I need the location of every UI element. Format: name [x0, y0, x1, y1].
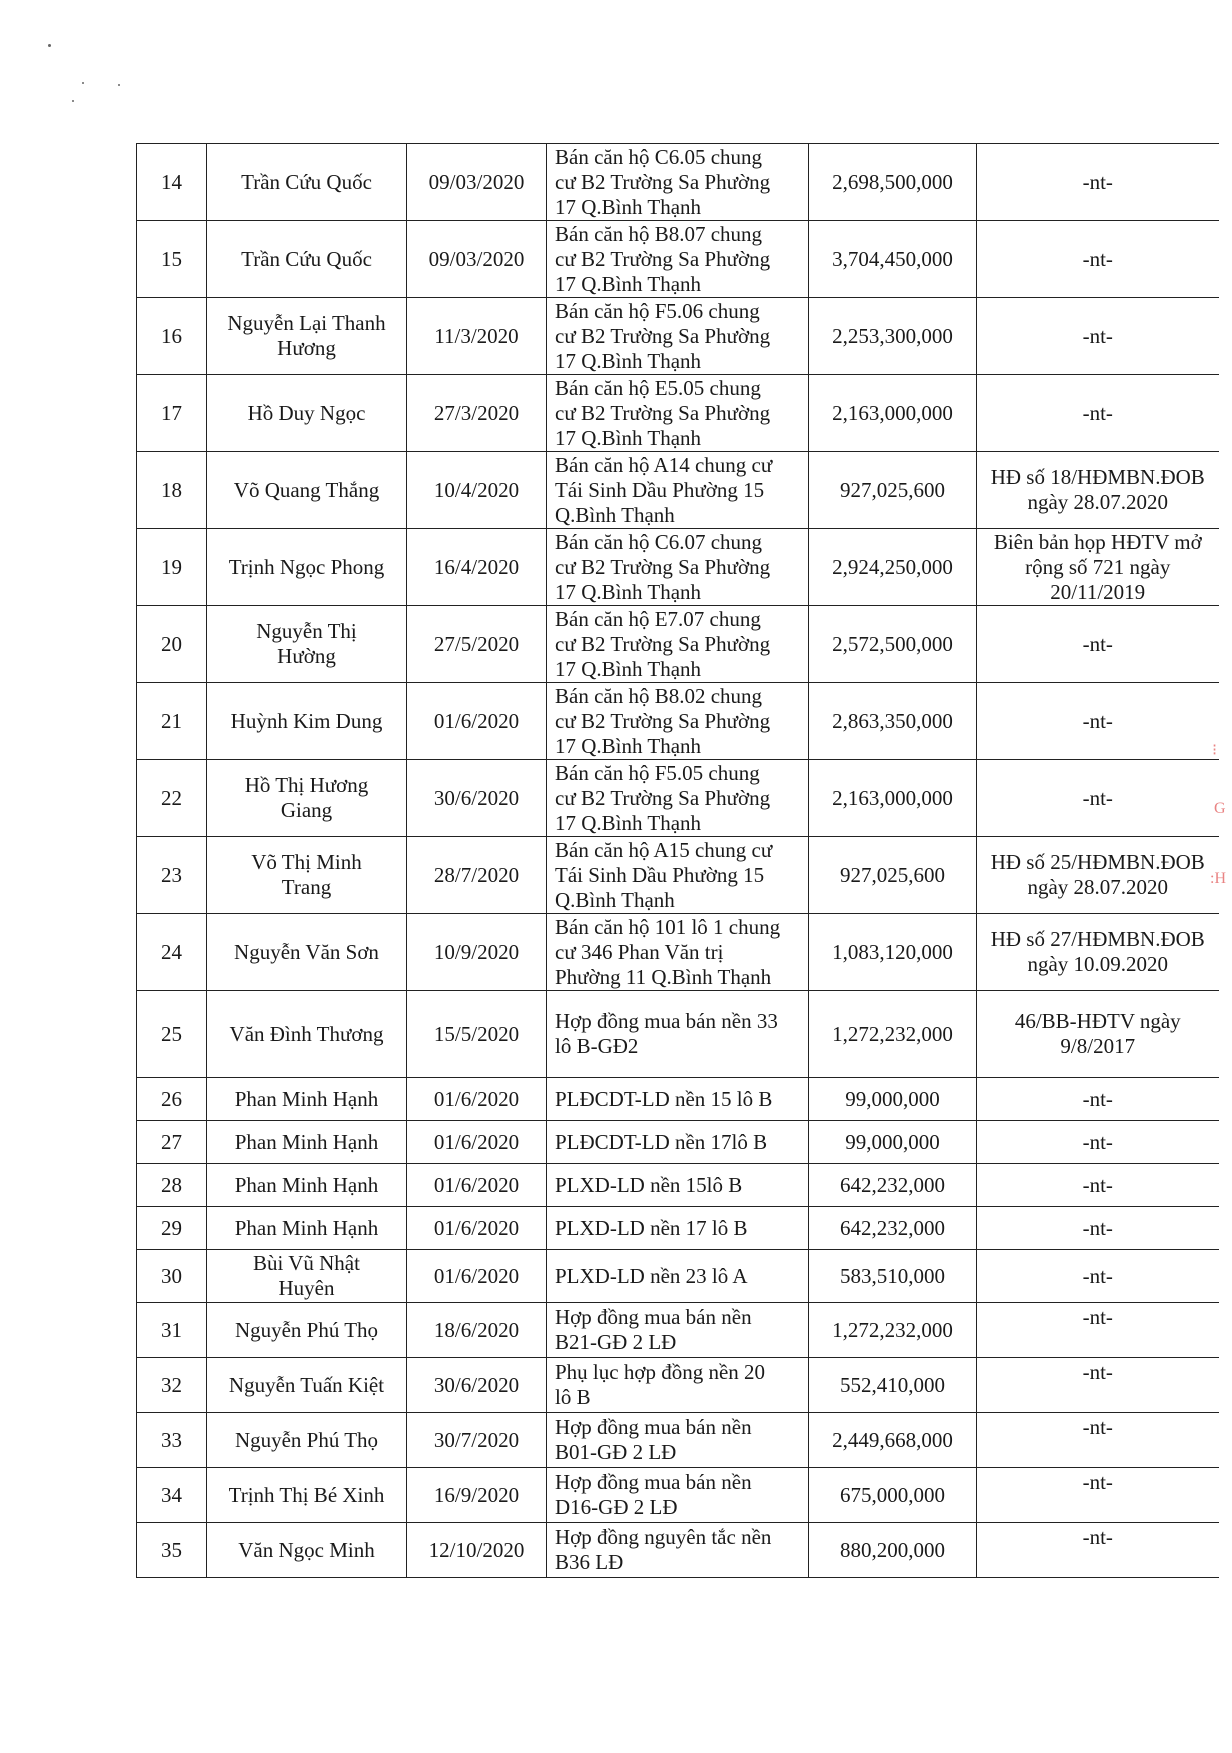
row-number: 18 [137, 452, 207, 529]
transaction-date: 09/03/2020 [407, 144, 547, 221]
transaction-description: Bán căn hộ A14 chung cư Tái Sinh Dầu Phường 15 Q.Bình Thạnh [547, 452, 809, 529]
transaction-date: 16/4/2020 [407, 529, 547, 606]
reference-note: HĐ số 18/HĐMBN.ĐOB ngày 28.07.2020 [977, 452, 1219, 529]
transaction-description: Hợp đồng mua bán nền D16-GĐ 2 LĐ [547, 1468, 809, 1523]
reference-note: -nt- [977, 1250, 1219, 1303]
reference-note: -nt- [977, 1207, 1219, 1250]
row-number: 17 [137, 375, 207, 452]
transaction-date: 12/10/2020 [407, 1523, 547, 1578]
customer-name: Trần Cứu Quốc [207, 144, 407, 221]
table-row [137, 683, 1219, 760]
table-row [137, 529, 1219, 606]
transaction-description: PLXD-LD nền 15lô B [547, 1164, 809, 1207]
customer-name: Nguyễn Phú Thọ [207, 1303, 407, 1358]
customer-name: Hồ Thị Hương Giang [207, 760, 407, 837]
transaction-date: 18/6/2020 [407, 1303, 547, 1358]
reference-note: -nt- [977, 1468, 1219, 1523]
row-number: 33 [137, 1413, 207, 1468]
scan-speck [82, 82, 84, 84]
reference-note: Biên bản họp HĐTV mở rộng số 721 ngày 20/11/2019 [977, 529, 1219, 606]
transaction-amount: 1,272,232,000 [809, 991, 977, 1078]
row-number: 14 [137, 144, 207, 221]
row-number: 16 [137, 298, 207, 375]
reference-note: -nt- [977, 606, 1219, 683]
transaction-date: 11/3/2020 [407, 298, 547, 375]
transaction-description: Bán căn hộ E7.07 chung cư B2 Trường Sa Phường 17 Q.Bình Thạnh [547, 606, 809, 683]
transaction-description: PLĐCDT-LD nền 17lô B [547, 1121, 809, 1164]
customer-name: Hồ Duy Ngọc [207, 375, 407, 452]
table-row [137, 1250, 1219, 1303]
transaction-description: Hợp đồng mua bán nền B21-GĐ 2 LĐ [547, 1303, 809, 1358]
transaction-date: 28/7/2020 [407, 837, 547, 914]
transaction-amount: 2,449,668,000 [809, 1413, 977, 1468]
reference-note: -nt- [977, 1164, 1219, 1207]
customer-name: Trịnh Ngọc Phong [207, 529, 407, 606]
table-row [137, 914, 1219, 991]
row-number: 21 [137, 683, 207, 760]
table-row [137, 1078, 1219, 1121]
customer-name: Võ Quang Thắng [207, 452, 407, 529]
transaction-description: Bán căn hộ 101 lô 1 chung cư 346 Phan Văn trị Phường 11 Q.Bình Thạnh [547, 914, 809, 991]
red-stamp-mark: :H [1210, 870, 1226, 887]
customer-name: Trần Cứu Quốc [207, 221, 407, 298]
table-row [137, 1523, 1219, 1578]
red-stamp-mark: ⁝ [1212, 742, 1218, 759]
table-row [137, 1207, 1219, 1250]
reference-note: -nt- [977, 760, 1219, 837]
transaction-amount: 2,163,000,000 [809, 760, 977, 837]
row-number: 22 [137, 760, 207, 837]
customer-name: Nguyễn Thị Hường [207, 606, 407, 683]
transaction-amount: 927,025,600 [809, 837, 977, 914]
reference-note: -nt- [977, 1413, 1219, 1468]
transaction-amount: 2,924,250,000 [809, 529, 977, 606]
transaction-date: 10/4/2020 [407, 452, 547, 529]
row-number: 20 [137, 606, 207, 683]
transaction-description: Hợp đồng mua bán nền B01-GĐ 2 LĐ [547, 1413, 809, 1468]
transaction-amount: 2,698,500,000 [809, 144, 977, 221]
transaction-date: 01/6/2020 [407, 1121, 547, 1164]
transaction-description: Bán căn hộ A15 chung cư Tái Sinh Dầu Phường 15 Q.Bình Thạnh [547, 837, 809, 914]
row-number: 29 [137, 1207, 207, 1250]
transactions-table [136, 143, 1219, 1578]
transaction-date: 01/6/2020 [407, 683, 547, 760]
reference-note: -nt- [977, 1523, 1219, 1578]
transaction-date: 01/6/2020 [407, 1250, 547, 1303]
customer-name: Phan Minh Hạnh [207, 1207, 407, 1250]
reference-note: 46/BB-HĐTV ngày 9/8/2017 [977, 991, 1219, 1078]
transaction-amount: 2,163,000,000 [809, 375, 977, 452]
table-row [137, 221, 1219, 298]
reference-note: HĐ số 27/HĐMBN.ĐOB ngày 10.09.2020 [977, 914, 1219, 991]
transaction-amount: 99,000,000 [809, 1121, 977, 1164]
scan-speck [118, 84, 120, 86]
customer-name: Võ Thị Minh Trang [207, 837, 407, 914]
transaction-date: 01/6/2020 [407, 1164, 547, 1207]
row-number: 23 [137, 837, 207, 914]
transaction-amount: 927,025,600 [809, 452, 977, 529]
customer-name: Bùi Vũ Nhật Huyên [207, 1250, 407, 1303]
transaction-description: PLXD-LD nền 17 lô B [547, 1207, 809, 1250]
transaction-date: 15/5/2020 [407, 991, 547, 1078]
transaction-description: Phụ lục hợp đồng nền 20 lô B [547, 1358, 809, 1413]
transaction-amount: 583,510,000 [809, 1250, 977, 1303]
transaction-date: 30/7/2020 [407, 1413, 547, 1468]
row-number: 19 [137, 529, 207, 606]
transaction-amount: 675,000,000 [809, 1468, 977, 1523]
customer-name: Nguyễn Văn Sơn [207, 914, 407, 991]
transaction-amount: 552,410,000 [809, 1358, 977, 1413]
row-number: 32 [137, 1358, 207, 1413]
row-number: 26 [137, 1078, 207, 1121]
transaction-date: 10/9/2020 [407, 914, 547, 991]
reference-note: -nt- [977, 1078, 1219, 1121]
transaction-amount: 1,272,232,000 [809, 1303, 977, 1358]
customer-name: Huỳnh Kim Dung [207, 683, 407, 760]
table-row [137, 1303, 1219, 1358]
transaction-date: 30/6/2020 [407, 760, 547, 837]
transaction-description: Hợp đồng mua bán nền 33 lô B-GĐ2 [547, 991, 809, 1078]
transaction-date: 01/6/2020 [407, 1207, 547, 1250]
scan-speck [72, 100, 74, 102]
transaction-amount: 99,000,000 [809, 1078, 977, 1121]
transaction-date: 16/9/2020 [407, 1468, 547, 1523]
transaction-description: Bán căn hộ F5.05 chung cư B2 Trường Sa Phường 17 Q.Bình Thạnh [547, 760, 809, 837]
transaction-date: 27/3/2020 [407, 375, 547, 452]
customer-name: Văn Ngọc Minh [207, 1523, 407, 1578]
reference-note: -nt- [977, 683, 1219, 760]
table-row [137, 1358, 1219, 1413]
row-number: 30 [137, 1250, 207, 1303]
customer-name: Trịnh Thị Bé Xinh [207, 1468, 407, 1523]
transaction-description: PLXD-LD nền 23 lô A [547, 1250, 809, 1303]
scan-speck [48, 44, 51, 47]
reference-note: -nt- [977, 298, 1219, 375]
reference-note: -nt- [977, 1303, 1219, 1358]
transaction-description: Hợp đồng nguyên tắc nền B36 LĐ [547, 1523, 809, 1578]
transaction-amount: 642,232,000 [809, 1207, 977, 1250]
transaction-amount: 880,200,000 [809, 1523, 977, 1578]
transaction-description: Bán căn hộ B8.02 chung cư B2 Trường Sa Phường 17 Q.Bình Thạnh [547, 683, 809, 760]
transaction-description: Bán căn hộ C6.07 chung cư B2 Trường Sa Phường 17 Q.Bình Thạnh [547, 529, 809, 606]
transaction-amount: 1,083,120,000 [809, 914, 977, 991]
table-row [137, 1164, 1219, 1207]
reference-note: -nt- [977, 1121, 1219, 1164]
transaction-description: Bán căn hộ C6.05 chung cư B2 Trường Sa Phường 17 Q.Bình Thạnh [547, 144, 809, 221]
transaction-date: 27/5/2020 [407, 606, 547, 683]
transaction-description: PLĐCDT-LD nền 15 lô B [547, 1078, 809, 1121]
table-row [137, 298, 1219, 375]
row-number: 24 [137, 914, 207, 991]
customer-name: Nguyễn Phú Thọ [207, 1413, 407, 1468]
customer-name: Nguyễn Lại Thanh Hương [207, 298, 407, 375]
transaction-date: 30/6/2020 [407, 1358, 547, 1413]
customer-name: Phan Minh Hạnh [207, 1164, 407, 1207]
customer-name: Văn Đình Thương [207, 991, 407, 1078]
row-number: 27 [137, 1121, 207, 1164]
table-row [137, 1468, 1219, 1523]
reference-note: -nt- [977, 375, 1219, 452]
transaction-amount: 2,253,300,000 [809, 298, 977, 375]
table-row [137, 375, 1219, 452]
transaction-amount: 2,863,350,000 [809, 683, 977, 760]
transaction-amount: 3,704,450,000 [809, 221, 977, 298]
customer-name: Nguyễn Tuấn Kiệt [207, 1358, 407, 1413]
row-number: 35 [137, 1523, 207, 1578]
reference-note: HĐ số 25/HĐMBN.ĐOB ngày 28.07.2020 [977, 837, 1219, 914]
row-number: 15 [137, 221, 207, 298]
table-row [137, 991, 1219, 1078]
transaction-amount: 2,572,500,000 [809, 606, 977, 683]
table-row [137, 1413, 1219, 1468]
table-row [137, 760, 1219, 837]
customer-name: Phan Minh Hạnh [207, 1121, 407, 1164]
red-stamp-mark: G [1214, 800, 1226, 817]
reference-note: -nt- [977, 221, 1219, 298]
table-row [137, 452, 1219, 529]
row-number: 31 [137, 1303, 207, 1358]
transaction-amount: 642,232,000 [809, 1164, 977, 1207]
table-row [137, 1121, 1219, 1164]
transaction-date: 01/6/2020 [407, 1078, 547, 1121]
transaction-description: Bán căn hộ E5.05 chung cư B2 Trường Sa Phường 17 Q.Bình Thạnh [547, 375, 809, 452]
table-row [137, 837, 1219, 914]
row-number: 25 [137, 991, 207, 1078]
table-row [137, 606, 1219, 683]
table-row [137, 144, 1219, 221]
reference-note: -nt- [977, 1358, 1219, 1413]
reference-note: -nt- [977, 144, 1219, 221]
customer-name: Phan Minh Hạnh [207, 1078, 407, 1121]
row-number: 34 [137, 1468, 207, 1523]
transaction-description: Bán căn hộ B8.07 chung cư B2 Trường Sa Phường 17 Q.Bình Thạnh [547, 221, 809, 298]
transaction-date: 09/03/2020 [407, 221, 547, 298]
row-number: 28 [137, 1164, 207, 1207]
transaction-description: Bán căn hộ F5.06 chung cư B2 Trường Sa Phường 17 Q.Bình Thạnh [547, 298, 809, 375]
